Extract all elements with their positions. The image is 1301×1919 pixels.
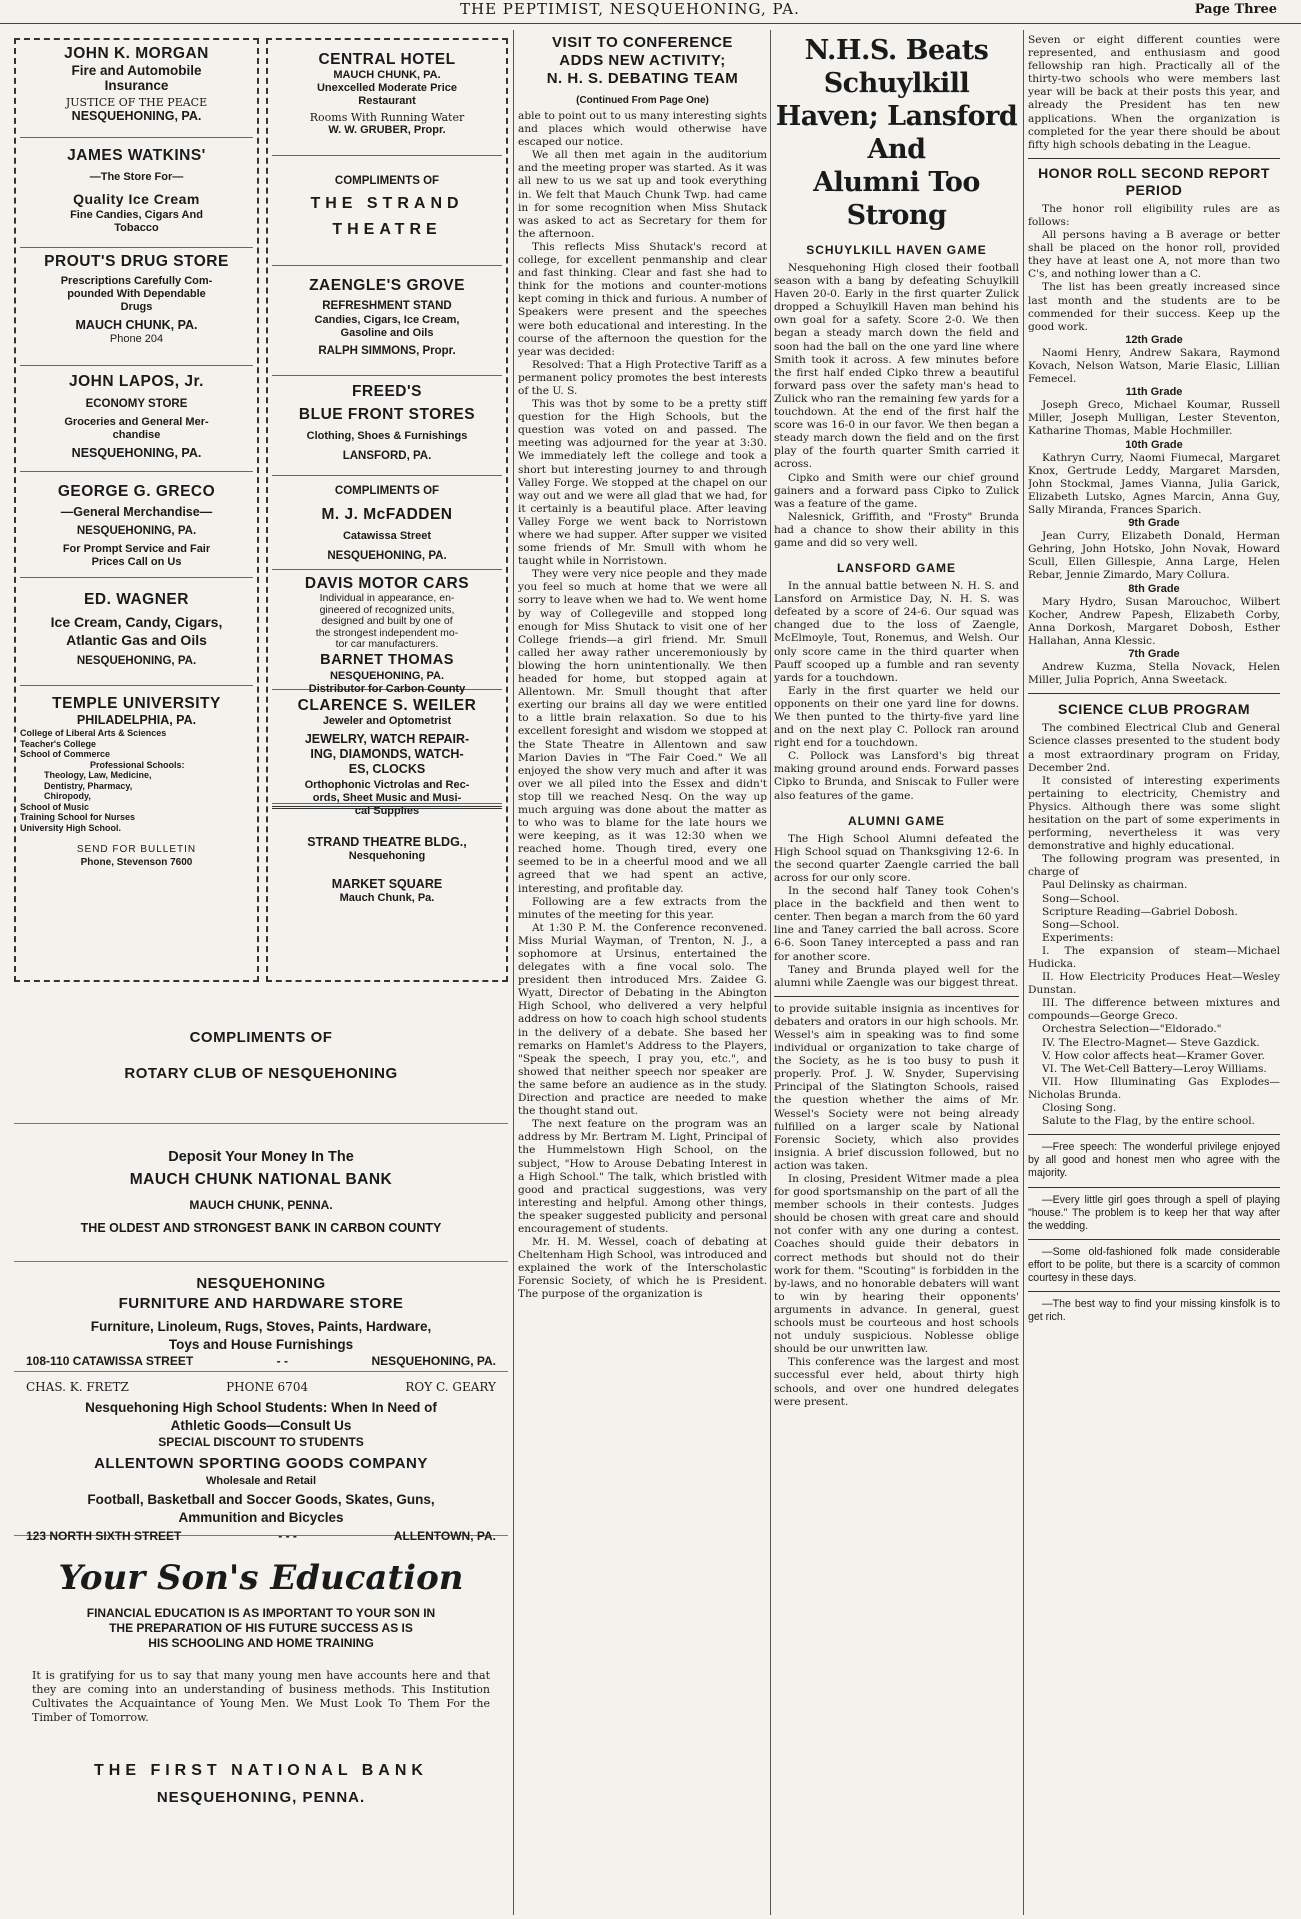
ad-line: MAUCH CHUNK, PA. [75, 318, 198, 332]
paragraph: Mr. H. M. Wessel, coach of debating at Cheltenham High School, was introduced and explained the work of the Interscholastic Forensic Society, of which he is President. The purpose of the organization is [518, 1236, 767, 1301]
ad-body-text: It is gratifying for us to say that many young men have accounts here and that they are coming into an understanding of business methods. This Institution Cultivates the Acquaintance of Young Men. We Must Look To Them For the Timber of Tomorrow. [32, 1669, 490, 1724]
section-heading: SCHUYLKILL HAVEN GAME [806, 243, 987, 257]
ad-line: Individual in appearance, en- [319, 592, 455, 604]
ad-line: Furniture, Linoleum, Rugs, Stoves, Paints, Hardware, [90, 1319, 432, 1334]
ad-line: University High School. [20, 822, 122, 833]
ad-line: JEWELRY, WATCH REPAIR- [304, 732, 470, 746]
ad-title: FREED'S [351, 383, 423, 400]
ad-line: Drugs [120, 301, 153, 313]
ad-line: Football, Basketball and Soccer Goods, Skates, Guns, [87, 1492, 435, 1507]
article-headline: Haven; Lansford And [775, 101, 1018, 165]
ad-line: Prices Call on Us [91, 556, 182, 568]
article-headline: VISIT TO CONFERENCE [552, 34, 733, 51]
ad-zaengles-grove [272, 268, 502, 376]
ad-title: CLARENCE S. WEILER [297, 697, 477, 714]
ad-davis-motor-cars [272, 572, 502, 695]
ad-line: chandise [112, 429, 161, 441]
section-rule [1028, 693, 1280, 694]
ad-title: DAVIS MOTOR CARS [304, 575, 470, 592]
ad-line: NESQUEHONING, PA. [329, 669, 445, 682]
article-headline: N. H. S. DEBATING TEAM [546, 70, 739, 87]
ad-line: Jeweler and Optometrist [322, 715, 452, 727]
paragraph: Early in the first quarter we held our opponents on their one yard line for downs. We then punted to the thirty-five yard line and on the next play C. Pollock ran around right end for a touchdown. [774, 684, 1019, 750]
page-header [0, 0, 1301, 24]
ad-line: Quality Ice Cream [73, 191, 200, 207]
article-conference [518, 34, 767, 1914]
ad-line: Phone, Stevenson 7600 [80, 857, 193, 868]
ad-line: NESQUEHONING, PA. [71, 109, 202, 123]
ad-line: NESQUEHONING, PA. [327, 550, 447, 562]
paragraph: At 1:30 P. M. the Conference reconvened. Miss Murial Wayman, of Trenton, N. J., a sophomore at Ursinus, entertained the delegates with a fine vocal solo. The president then introduced Mrs. Zaidee G. Wyatt, Director of Debating in the Abington High School, who delivered a very helpful address on how to coach high school students in the delivery of a debate. She based her remarks on Hamlet's Address to the Players, "Speak the speech, I pray you, etc.", and showed that neither speech nor speaker are the same before an audience as in the study. Direction and practice are needed to make the thought stand out. [518, 921, 767, 1118]
paragraph: All persons having a B average or better shall be placed on the honor roll, provided they have at least one A, not more than two C's, and nothing lower than a C. [1028, 229, 1280, 281]
program-item: VI. The Wet-Cell Battery—Leroy Williams. [1042, 1062, 1267, 1075]
program-item: Salute to the Flag, by the entire school. [1042, 1115, 1255, 1128]
grade-names: Jean Curry, Elizabeth Donald, Herman Gehring, John Hotsko, John Novak, Howard Scull, Ellen Gillespie, Anna Large, Helen Rebar, Jennie Zimardo, Mary Collura. [1028, 530, 1280, 582]
section-rule [1028, 1239, 1280, 1240]
paragraph: Nesquehoning High closed their football season with a bang by defeating Schuylkill Haven 20-0. Early in the first quarter Zulick dropped a Schuylkill Haven man behind his own goal for a safety. Score 2-0. We then began a steady march down the field and soon had the ball on the one yard line where Smith took it across. A few minutes before the first half ended Cipko threw a beautiful forward pass over the safety man's head to Zulick who ran the remaining few yards for a touchdown. At the end of the first half the score was 16-0 in our favor. We then began a steady march down the field and on the first play of the fourth quarter Smith carried it across. [774, 262, 1019, 471]
ad-title: ZAENGLE'S GROVE [309, 277, 465, 294]
ad-line: Clothing, Shoes & Furnishings [306, 430, 468, 442]
paragraph: The High School Alumni defeated the High School squad on Thanksgiving 12-6. In the second quarter Zaengle carried the ball across for our only score. [774, 832, 1019, 884]
ad-line: HIS SCHOOLING AND HOME TRAINING [148, 1636, 374, 1650]
paragraph: It consisted of interesting experiments pertaining to electricity, Chemistry and Physics. Although there was some slight hesitation on the part of some experiments in performing, nevertheless it was very demonstrative and highly educational. [1028, 774, 1280, 853]
ad-line: ES, CLOCKS [348, 762, 426, 776]
ad-line: CHAS. K. FRETZ [26, 1380, 129, 1394]
article-right-column [1028, 34, 1280, 1914]
filler-item: —Every little girl goes through a spell of playing "house." The problem is to keep her that way after the wedding. [1028, 1193, 1280, 1232]
ad-title: COMPLIMENTS OF [334, 175, 440, 187]
ad-line: Chiropody, [44, 791, 91, 801]
paragraph: Taney and Brunda played well for the alumni while Zaengle was our biggest threat. [774, 963, 1019, 989]
ad-line: NESQUEHONING, PA. [76, 655, 197, 667]
header-rule [0, 23, 1301, 24]
ad-line: School of Music [20, 801, 90, 812]
ad-names-row [14, 1380, 508, 1395]
program-item: II. How Electricity Produces Heat—Wesley Dunstan. [1028, 971, 1280, 997]
ad-title: STRAND THEATRE BLDG., [307, 835, 467, 849]
ad-line: ROTARY CLUB OF NESQUEHONING [124, 1065, 398, 1082]
ad-line: FURNITURE AND HARDWARE STORE [118, 1295, 404, 1312]
grade-names: Kathryn Curry, Naomi Fiumecal, Margaret Knox, Gertrude Leddy, Margaret Marsden, John Stockmal, James Vianna, Julia Garick, Elizabeth Lutsko, Agnes Marcin, Anna Guy, Sally Miranda, Frances Sparich. [1028, 451, 1280, 516]
program-item: V. How color affects heat—Kramer Gover. [1042, 1049, 1265, 1062]
ad-line: BARNET THOMAS [320, 651, 454, 668]
program-item: Song—School. [1042, 892, 1120, 905]
grade-heading: 7th Grade [1128, 648, 1180, 661]
ad-line: REFRESHMENT STAND [322, 300, 452, 312]
program-item: VII. How Illuminating Gas Explodes—Nicholas Brunda. [1028, 1075, 1280, 1101]
ad-title: COMPLIMENTS OF [189, 1029, 333, 1046]
filler-item: —Free speech: The wonderful privilege enjoyed by all good and honest men who agree with the majority. [1028, 1141, 1280, 1180]
ad-title: Deposit Your Money In The [168, 1149, 354, 1165]
ad-line: 123 NORTH SIXTH STREET [26, 1529, 182, 1543]
ad-line: NESQUEHONING, PA. [71, 446, 202, 460]
paragraph: In the second half Taney took Cohen's place in the backfield and then went to center. Then began a march from the 60 yard line and Taney carried the ball across. Score 6-6. Soon Taney intercepted a pass and ran for another score. [774, 885, 1019, 963]
ad-title: JAMES WATKINS' [67, 147, 206, 164]
grade-heading: 8th Grade [1128, 582, 1180, 595]
ad-george-greco [20, 474, 253, 578]
program-item: III. The difference between mixtures and compounds—George Greco. [1028, 997, 1280, 1023]
ad-strand-theatre-bldg [272, 806, 502, 976]
ad-title: PROUT'S DRUG STORE [44, 253, 229, 270]
column-rule [513, 30, 514, 1915]
ad-line: JUSTICE OF THE PEACE [65, 96, 208, 109]
paragraph: The list has been greatly increased since last month and the students are to be commended for their success. Keep up the good work. [1028, 281, 1280, 333]
ad-line: Wholesale and Retail [205, 1475, 317, 1487]
ad-title: COMPLIMENTS OF [334, 485, 440, 497]
ad-title: JOHN LAPOS, Jr. [69, 373, 204, 390]
ad-line: ROY C. GEARY [405, 1380, 496, 1394]
ad-line: Training School for Nurses [20, 812, 136, 822]
ad-line: NESQUEHONING, PA. [371, 1354, 496, 1368]
ad-allentown-sporting-goods [14, 1374, 508, 1543]
ad-line: THEATRE [332, 221, 442, 238]
ad-line: Groceries and General Mer- [64, 416, 209, 428]
program-item: Paul Delinsky as chairman. [1042, 879, 1188, 892]
ad-first-national-bank [14, 1538, 508, 1914]
ad-line: THE PREPARATION OF HIS FUTURE SUCCESS AS IS [109, 1621, 413, 1635]
ad-line: MAUCH CHUNK, PENNA. [189, 1198, 333, 1212]
grade-heading: 9th Grade [1128, 517, 1180, 530]
ad-title: TEMPLE UNIVERSITY [52, 695, 221, 712]
article-headline: N.H.S. Beats Schuylkill [804, 35, 989, 99]
paragraph: Seven or eight different counties were represented, and enthusiasm and good fellowship ran high. Practically all of the thirty-two schools who were members last year will be back at their posts this year, and already the President has ten new applications. When the organization is completed for the year there should be about fifty high schools debating in the League. [1028, 34, 1280, 151]
paragraph: This was thot by some to be a pretty stiff question for the High Schools, but the question was voted on and passed. The meeting was adjourned for the year at 3:30. We immediately left the college and took a short but interesting journey to and through Valley Forge. We stopped at the chapel on our way out and we were all glad that we had, for it certainly is a beautiful place. After leaving Valley Forge we went back to Norristown where we had supper. After supper we visited some friends of Mr. Smull with whom he taught while in Norristown. [518, 398, 767, 568]
program-item: Scripture Reading—Gabriel Dobosh. [1042, 905, 1238, 918]
grade-names: Joseph Greco, Michael Koumar, Russell Miller, Joseph Mulligan, Lester Steventon, Katharine Thomas, Mable Hochmiller. [1028, 399, 1280, 438]
ad-line: Catawissa Street [342, 530, 432, 542]
ad-john-lapos [20, 368, 253, 472]
ad-line: gineered of recognized units, [319, 603, 455, 616]
ad-temple-university [20, 688, 253, 976]
ad-mcfadden [272, 478, 502, 570]
ad-line: Atlantic Gas and Oils [66, 632, 207, 648]
paragraph: to provide suitable insignia as incentives for debaters and orators in our high schools. Mr. Wessel's aim in speaking was to find some individual or organization to take charge of the Society, as he is too busy to push it properly. Prof. J. W. Snyder, Supervising Principal of the Slatington Schools, raised the question whether the aims of Mr. Wessel's Society were not being already fulfilled on a larger scale by National Forensic Society, which also provides insignia. A brief discussion followed, but no action was taken. [774, 1002, 1019, 1172]
ad-line: - - - [278, 1529, 297, 1543]
ad-james-watkins [20, 140, 253, 248]
paragraph: This reflects Miss Shutack's record at college, for excellent penmanship and clear and fast thinking. Clear and fast she had to think for the motions and counter-motions kept coming in thick and furious. A number of Speakers were present and the speeches were both educational and interesting. In the course of the afternoon the question for the year was decided: [518, 240, 767, 358]
paragraph: In the annual battle between N. H. S. and Lansford on Armistice Day, N. H. S. was defeated by a score of 24-6. Our squad was changed due to the loss of Zaengle, McElmoyle, Tout, Ronemus, and Welsh. Our only score came in the third quarter when Pauff scooped up a fumble and ran seventy yards for a touchdown. [774, 580, 1019, 684]
ad-line: Mauch Chunk, Pa. [339, 892, 435, 904]
grade-heading: 11th Grade [1125, 386, 1183, 399]
ad-line: Nesquehoning [348, 850, 426, 862]
ad-line: designed and built by one of [321, 615, 453, 627]
ad-line: Phone 204 [109, 333, 164, 345]
ad-column-middle [266, 38, 508, 982]
article-football [774, 34, 1019, 1914]
ad-line: pounded With Dependable [67, 288, 206, 300]
masthead-title: THE PEPTIMIST, NESQUEHONING, PA. [460, 0, 800, 18]
ad-title: JOHN K. MORGAN [64, 45, 209, 62]
ad-line: RALPH SIMMONS, Propr. [318, 345, 456, 357]
section-rule [1028, 1187, 1280, 1188]
ad-line: Fine Candies, Cigars And [70, 209, 203, 221]
grade-names: Mary Hydro, Susan Marouchoc, Wilbert Kocher, Andrew Papesh, Elizabeth Corby, Anna Dorkosh, Margaret Dobosh, Esther Hallahan, Anna Klessic. [1028, 595, 1280, 647]
paragraph: Cipko and Smith were our chief ground gainers and a forward pass Cipko to Zulick was a feature of the game. [774, 471, 1019, 510]
ad-line: Fire and Automobile [71, 63, 202, 78]
paragraph: The next feature on the program was an address by Mr. Bertram M. Light, Principal of the Hummelstown High School, on the subject, "How to Arouse Debating Interest in a High School." The talk, which bristled with good and practical suggestions, was very interesting and helpful. Among other things, the speaker suggested publicity and personal encouragement of students. [518, 1118, 767, 1235]
ad-line: Insurance [104, 78, 169, 93]
ad-line: SEND FOR BULLETIN [76, 844, 197, 855]
ad-line: For Prompt Service and Fair [62, 543, 211, 555]
ad-line: Prescriptions Carefully Com- [60, 275, 213, 287]
ad-strand-theatre [272, 158, 502, 266]
paragraph: Following are a few extracts from the minutes of the meeting for this year. [518, 895, 767, 921]
program-item: I. The expansion of steam—Michael Hudicka. [1028, 944, 1280, 970]
ad-line: Nesquehoning High School Students: When In Need of [85, 1400, 437, 1415]
ad-line: - - [276, 1354, 288, 1368]
ad-line: Theology, Law, Medicine, [44, 770, 152, 780]
ad-line: Athletic Goods—Consult Us [170, 1418, 352, 1433]
ad-line: SPECIAL DISCOUNT TO STUDENTS [158, 1435, 364, 1449]
ad-line: Dentistry, Pharmacy, [44, 780, 133, 791]
program-item: Song—School. [1042, 918, 1120, 931]
program-item: IV. The Electro-Magnet— Steve Gazdick. [1042, 1036, 1260, 1049]
ad-address-row [14, 1354, 508, 1369]
section-rule [774, 996, 1019, 997]
ad-line: MAUCH CHUNK NATIONAL BANK [129, 1171, 393, 1188]
ad-column-left [14, 38, 259, 982]
ad-line: FINANCIAL EDUCATION IS AS IMPORTANT TO YOUR SON IN [86, 1606, 436, 1620]
ad-central-hotel [272, 44, 502, 156]
ad-line: Professional Schools: [90, 759, 185, 770]
ad-line: School of Commerce [20, 749, 111, 759]
ad-line: ords, Sheet Music and Musi- [312, 792, 462, 804]
section-heading: HONOR ROLL SECOND REPORT PERIOD [1038, 164, 1270, 198]
paragraph: We all then met again in the auditorium and the meeting proper was started. As it was all new to us we sat up and took everything in. We felt that Mauch Chunk Twp. had came in for some recognition when Miss Shutack was asked to act as Secretary for them for the afternoon. [518, 149, 767, 240]
ad-line: THE OLDEST AND STRONGEST BANK IN CARBON COUNTY [80, 1221, 442, 1235]
ad-line: Restaurant [358, 95, 416, 107]
filler-item: —The best way to find your missing kinsfolk is to get rich. [1028, 1298, 1280, 1324]
ad-title: Your Son's Education [58, 1558, 464, 1598]
ad-line: Orthophonic Victrolas and Rec- [304, 779, 470, 791]
ad-line: MARKET SQUARE [331, 877, 443, 891]
section-rule [1028, 1134, 1280, 1135]
page-number: Page Three [1194, 2, 1277, 17]
ad-line: the strongest independent mo- [315, 626, 459, 639]
paragraph: The following program was presented, in charge of [1028, 853, 1280, 879]
ad-line: Ammunition and Bicycles [178, 1510, 344, 1525]
ad-john-morgan [20, 44, 253, 138]
program-item: Closing Song. [1042, 1102, 1117, 1115]
ad-furniture-hardware [14, 1264, 508, 1372]
ad-line: NESQUEHONING, PENNA. [156, 1789, 366, 1806]
continued-note: (Continued From Page One) [576, 95, 709, 106]
ad-line: LANSFORD, PA. [342, 450, 432, 462]
article-headline: ADDS NEW ACTIVITY; [559, 52, 726, 69]
ad-line: Candies, Cigars, Ice Cream, [314, 314, 460, 326]
ad-line: W. W. GRUBER, Propr. [328, 124, 446, 136]
ad-line: Gasoline and Oils [340, 327, 434, 339]
ad-line: PHONE 6704 [226, 1380, 309, 1394]
paragraph: C. Pollock was Lansford's big threat making ground around ends. Forward passes Cipko to Brunda, and Sniscak to Fuller were also features of the game. [774, 750, 1019, 802]
paragraph: In closing, President Witmer made a plea for good sportsmanship on the part of all the member schools in their contests. Judges should be chosen with great care and should not confer with any one during a contest. Coaches should guide their debators in correct methods but should not do their work for them. "Scouting" is forbidden in the by-laws, and no honorable debaters will want to win by hearing their opponents' arguments in advance. In general, guest schools must be courteous and host schools not unduly suspicious. Noblesse oblige should be our unwritten law. [774, 1173, 1019, 1356]
ad-line: —The Store For— [89, 171, 184, 183]
ad-line: tor car manufacturers. [335, 638, 439, 650]
ad-line: ING, DIAMONDS, WATCH- [310, 747, 464, 761]
ad-line: BLUE FRONT STORES [298, 406, 476, 423]
ad-line: Distributor for Carbon County [308, 682, 466, 695]
ad-line: ALLENTOWN, PA. [393, 1529, 496, 1543]
ad-line: cal Supplies [354, 805, 420, 817]
ad-line: 108-110 CATAWISSA STREET [26, 1354, 194, 1368]
grade-heading: 10th Grade [1125, 438, 1183, 451]
grade-heading: 12th Grade [1125, 333, 1183, 346]
ad-line: College of Liberal Arts & Sciences [20, 728, 167, 738]
ad-ed-wagner [20, 580, 253, 686]
paragraph: This conference was the largest and most successful ever held, about thirty high schools, and over one hundred delegates were present. [774, 1356, 1019, 1408]
ad-line: NESQUEHONING, PA. [76, 525, 197, 537]
ad-line: M. J. McFADDEN [321, 506, 453, 523]
filler-item: —Some old-fashioned folk made considerable effort to be polite, but there is a scarcity of common courtesy in these days. [1028, 1245, 1280, 1284]
ad-rotary-club [14, 1000, 508, 1124]
ad-freeds [272, 378, 502, 476]
paragraph: able to point out to us many interesting sights and places which would otherwise have escaped our notice. [518, 110, 767, 149]
ad-line: Toys and House Furnishings [168, 1337, 354, 1352]
paragraph: Nalesnick, Griffith, and "Frosty" Brunda had a chance to show their ability in this game and did so very well. [774, 510, 1019, 549]
ad-line: Teacher's College [20, 738, 97, 749]
ad-title: ED. WAGNER [84, 591, 189, 608]
paragraph: The honor roll eligibility rules are as follows: [1028, 202, 1280, 228]
ad-clarence-weiler [272, 692, 502, 817]
section-rule [1028, 1291, 1280, 1292]
ad-line: MAUCH CHUNK, PA. [333, 69, 441, 81]
ad-mauch-chunk-national-bank [14, 1126, 508, 1262]
ad-line: —General Merchandise— [60, 505, 213, 519]
ad-prouts-drug [20, 250, 253, 366]
ad-title: GEORGE G. GRECO [57, 483, 216, 500]
section-heading: SCIENCE CLUB PROGRAM [1057, 701, 1250, 718]
ad-line: THE STRAND [310, 195, 464, 212]
section-rule [1028, 158, 1280, 159]
program-item: Experiments: [1042, 931, 1114, 944]
ad-line: PHILADELPHIA, PA. [76, 713, 197, 727]
ad-line: ECONOMY STORE [85, 398, 188, 410]
section-heading: ALUMNI GAME [848, 813, 945, 828]
ad-line: THE FIRST NATIONAL BANK [94, 1762, 428, 1779]
ad-line: Tobacco [114, 222, 159, 234]
ad-line: ALLENTOWN SPORTING GOODS COMPANY [94, 1455, 428, 1472]
column-rule [770, 30, 771, 1915]
program-item: Orchestra Selection—"Eldorado." [1042, 1023, 1222, 1036]
ad-line: Rooms With Running Water [309, 111, 465, 124]
paragraph: Resolved: That a High Protective Tariff as a permanent policy promotes the best interests of the U. S. [518, 358, 767, 397]
ad-title: NESQUEHONING [196, 1275, 326, 1292]
grade-names: Andrew Kuzma, Stella Novack, Helen Miller, Julia Poprich, Anna Sweetack. [1028, 661, 1280, 687]
paragraph: They were very nice people and they made you feel so much at home that we were all sorry to leave when we had to. We went home by way of Collegeville and stopped long enough for Miss Shutack to visit one of her College friends—a girl friend. Mr. Smull called her away rather unceremoniously by blowing the horn unintentionally. We then headed for home, but stopped again at Allentown. Mr. Smull thought that after exerting our brains all day we were entitled to a little brain relaxation. So due to his excellent foresight and wisdom we stopped at the State Theatre in Allentown and saw Marion Davies in "The Fair Coed." We all enjoyed the show very much and after it was over we all piled into the Essex and didn't stop till we reached Nesq. On the way up much arguing was done about the matter as to who was to blame for the late hours we were keeping, as it was 12:30 when we reached home. Though tired, every one seemed to be in a cheerful mood and we all agreed that we had spent an active, interesting, and profitable day. [518, 568, 767, 895]
ad-title: CENTRAL HOTEL [318, 51, 456, 68]
ad-line: Unexcelled Moderate Price [316, 82, 457, 94]
grade-names: Naomi Henry, Andrew Sakara, Raymond Kovach, Nelson Watson, Marie Elasic, Lillian Femecel. [1028, 346, 1280, 386]
ad-line: Ice Cream, Candy, Cigars, [50, 614, 223, 630]
paragraph: The combined Electrical Club and General Science classes presented to the student body a most extraordinary program on Friday, December 2nd. [1028, 722, 1280, 774]
column-rule [1023, 30, 1024, 1915]
article-headline: Alumni Too Strong [813, 167, 980, 231]
section-heading: LANSFORD GAME [837, 561, 956, 576]
